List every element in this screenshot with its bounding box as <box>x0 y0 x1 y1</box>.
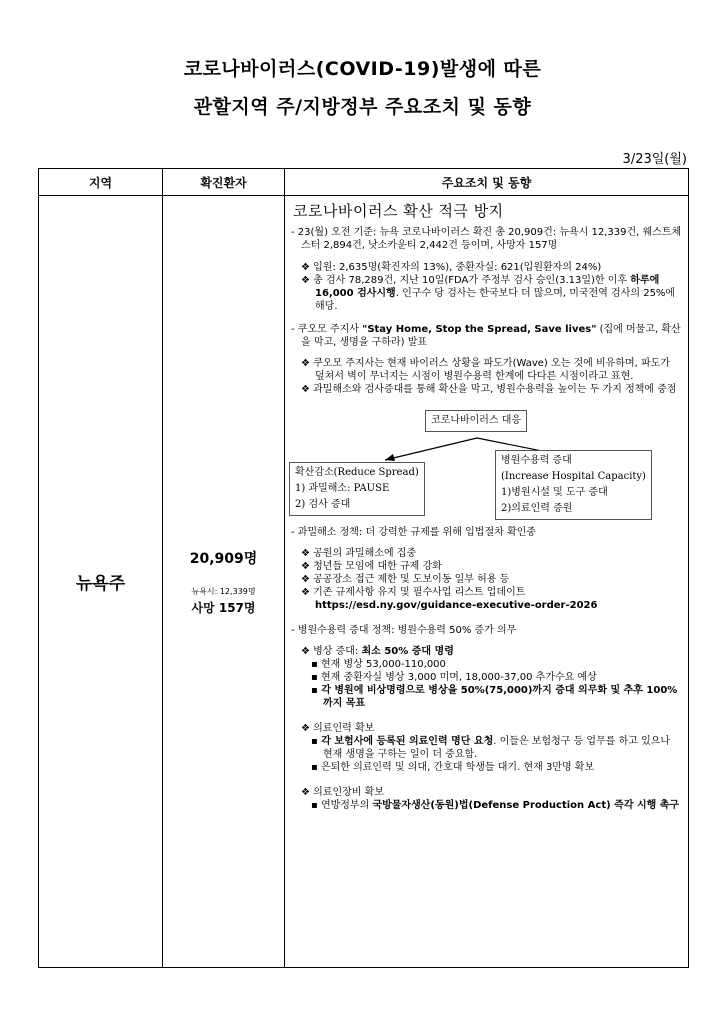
header-measures: 주요조치 및 동향 <box>285 169 689 196</box>
bed-sub-2: ▪ 현재 중환자실 병상 3,000 미며, 18,000-37,00 추가수요 예상 <box>311 672 597 683</box>
diagram-left-box <box>289 462 425 516</box>
left-box-item-1: 1) 과밀해소: PAUSE <box>295 483 390 494</box>
hospital-capacity-policy: - 병원수용력 증대 정책: 병원수용력 50% 증가 의무 <box>291 625 517 636</box>
document-date: 3/23일(월) <box>622 152 687 167</box>
right-box-item-2: 2)의료인력 증원 <box>501 503 573 514</box>
nyc-count: 뉴욕시: 12,339명 <box>191 586 256 596</box>
bed-increase-pre: ❖ 병상 증대: <box>301 646 362 657</box>
right-box-item-1: 1)병원시설 및 도구 증대 <box>501 487 608 498</box>
right-box-title: 병원수용력 증대 <box>501 455 572 466</box>
response-diagram <box>285 398 688 522</box>
diagram-right-box <box>495 450 652 520</box>
staff-sub-1-post: . 이들은 보험청구 등 업무를 하고 있으나 현재 생명을 구하는 일이 더 중요함. <box>323 736 671 760</box>
announcement-pre: - 쿠오모 주지사 <box>291 324 363 335</box>
bed-sub-3: ▪ 각 병원에 비상명령으로 병상을 50%(75,000)까지 증대 의무화 및 추후 100%까지 목표 <box>311 685 678 709</box>
confirmed-cell <box>163 196 285 968</box>
bullet-bed-increase <box>301 645 680 658</box>
crowding-item-3: ❖ 공공장소 접근 제한 및 도보이동 일부 허용 등 <box>301 574 510 585</box>
bed-sub-1: ▪ 현재 병상 53,000-110,000 <box>311 659 446 670</box>
death-count: 사망 157명 <box>191 600 256 615</box>
bullet-equipment: ❖ 의료인장비 확보 <box>301 787 384 798</box>
bullet-testing <box>301 274 680 313</box>
staff-sub-1-pre: ▪ 각 보험사에 등록된 의료인력 명단 요청 <box>311 736 494 747</box>
bullet-wave-analogy: ❖ 쿠오모 주지사는 현재 바이러스 상황을 파도가(Wave) 오는 것에 비유하며, 파도가 덮쳐서 벽이 무너지는 시점이 병원수용력 한계에 다다른 시점이라고 표현. <box>301 358 670 382</box>
crowding-policy: - 과밀해소 정책: 더 강력한 규제를 위해 입법절차 확인중 <box>291 527 536 538</box>
equipment-sub-1-pre: ▪ 연방정부의 <box>311 800 373 811</box>
measures-table <box>38 168 689 968</box>
section-heading: 코로나바이러스 확산 적극 방지 <box>293 202 504 220</box>
measures-cell <box>285 196 689 968</box>
staff-sub-2: ▪ 은퇴한 의료인력 및 의대, 간호대 학생들 대기. 현재 3만명 확보 <box>311 762 595 773</box>
testing-text-post: . 인구수 당 검사는 한국보다 더 많으며, 미국전역 검사의 25%에 해당. <box>315 288 676 312</box>
staff-sub-1 <box>311 735 680 761</box>
announcement-slogan: "Stay Home, Stop the Spread, Save lives" <box>362 324 597 335</box>
header-confirmed: 확진환자 <box>163 169 285 196</box>
bullet-hospitalization: ❖ 입원: 2,635명(확진자의 13%), 중환자실: 621(입원환자의 24%) <box>301 262 602 273</box>
testing-text-pre: ❖ 총 검사 78,289건, 지난 10일(FDA가 주정부 검사 승인(3.13일)한 이후 <box>301 275 631 286</box>
bullet-two-policies: ❖ 과밀해소와 검사증대를 통해 확산을 막고, 병원수용력을 높이는 두 가지 정책에 중점 <box>301 384 677 395</box>
status-summary: - 23(월) 오전 기준: 뉴욕 코로나바이러스 확진 총 20,909건: 뉴욕시 12,339건, 웨스트체스터 2,894건, 낫소카운티 2,442건 등이며, 사망자 157명 <box>291 227 682 251</box>
document-title-line-1: 코로나바이러스(COVID-19)발생에 따른 <box>183 58 542 80</box>
crowding-item-1: ❖ 공원의 과밀해소에 집중 <box>301 548 417 559</box>
guidance-link[interactable]: https://esd.ny.gov/guidance-executive-order-2026 <box>315 600 598 611</box>
crowding-item-4: ❖ 기존 규제사항 유지 및 필수사업 리스트 업데이트 <box>301 587 526 598</box>
bed-increase-bold: 최소 50% 증대 명령 <box>361 646 454 657</box>
confirmed-total: 20,909명 <box>189 550 258 567</box>
announcement-post: (집에 머물고, 확산을 막고, 생명을 구하라) 발표 <box>301 324 681 348</box>
equipment-sub-1-bold: 국방물자생산(동원)법(Defense Production Act) 즉각 시행 촉구 <box>372 800 680 811</box>
bullet-medical-staff: ❖ 의료인력 확보 <box>301 723 375 734</box>
header-region: 지역 <box>39 169 163 196</box>
right-box-subtitle: (Increase Hospital Capacity) <box>501 471 646 482</box>
table-row <box>39 196 689 968</box>
diagram-top-box: 코로나바이러스 대응 <box>425 410 527 432</box>
equipment-sub-1 <box>311 799 680 812</box>
crowding-item-2: ❖ 청년들 모임에 대한 규제 강화 <box>301 561 442 572</box>
testing-text-bold: 하루에 16,000 검사시행 <box>315 275 660 299</box>
left-box-title: 확산감소(Reduce Spread) <box>295 467 419 478</box>
left-box-item-2: 2) 검사 증대 <box>295 499 351 510</box>
governor-announcement <box>291 323 682 349</box>
document-title-line-2: 관할지역 주/지방정부 주요조치 및 동향 <box>193 96 532 118</box>
table-header-row <box>39 169 689 196</box>
region-cell: 뉴욕주 <box>39 196 163 968</box>
